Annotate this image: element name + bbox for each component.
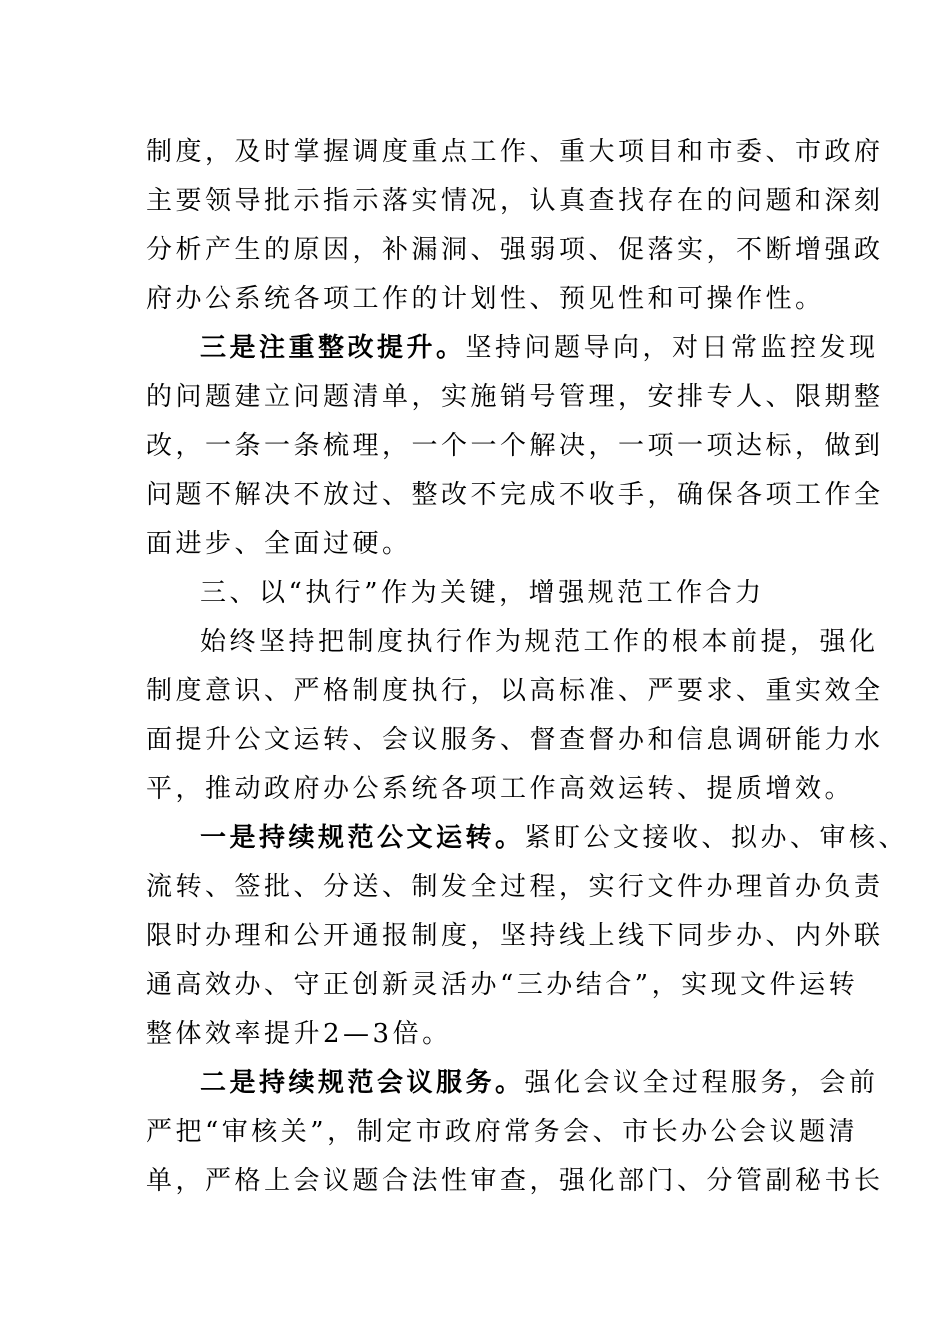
para2-line-1 bbox=[146, 324, 879, 373]
para4-first-rest: 紧盯公文接收、拟办、审核、 bbox=[524, 823, 909, 853]
para1-line-4: 府办公系统各项工作的计划性、预见性和可操作性。 bbox=[146, 284, 825, 314]
document-body bbox=[146, 128, 909, 1206]
para3-line-3: 面提升公文运转、会议服务、督查督办和信息调研能力水 bbox=[146, 725, 884, 755]
para5-lead: 二是持续规范会议服务。 bbox=[200, 1068, 525, 1098]
para2-line-3: 改，一条一条梳理，一个一个解决，一项一项达标，做到 bbox=[146, 431, 884, 461]
para2-line-2: 的问题建立问题清单，实施销号管理，安排专人、限期整 bbox=[146, 382, 884, 412]
para4-line-5: 整体效率提升2—3倍。 bbox=[146, 1019, 452, 1049]
para4-line-2: 流转、签批、分送、制发全过程，实行文件办理首办负责 bbox=[146, 872, 884, 902]
section-heading: 三、以“执行”作为关键，增强规范工作合力 bbox=[200, 578, 765, 608]
para3-line-1: 始终坚持把制度执行作为规范工作的根本前提，强化 bbox=[200, 627, 879, 657]
para1-line-3: 分析产生的原因，补漏洞、强弱项、促落实，不断增强政 bbox=[146, 235, 884, 265]
para3-line-2: 制度意识、严格制度执行，以高标准、严要求、重实效全 bbox=[146, 676, 884, 706]
para5-line-3: 单，严格上会议题合法性审查，强化部门、分管副秘书长 bbox=[146, 1166, 884, 1196]
para4-line-1 bbox=[146, 814, 909, 863]
para4-line-4: 通高效办、守正创新灵活办“三办结合”，实现文件运转 bbox=[146, 970, 859, 1000]
para5-line-2: 严把“审核关”，制定市政府常务会、市长办公会议题清 bbox=[146, 1117, 859, 1147]
para1-line-1: 制度，及时掌握调度重点工作、重大项目和市委、市政府 bbox=[146, 137, 884, 167]
para2-lead: 三是注重整改提升。 bbox=[200, 333, 466, 363]
para2-line-4: 问题不解决不放过、整改不完成不收手，确保各项工作全 bbox=[146, 480, 884, 510]
para2-first-rest: 坚持问题导向，对日常监控发现 bbox=[465, 333, 879, 363]
para5-line-1 bbox=[146, 1059, 879, 1108]
para3-line-4: 平，推动政府办公系统各项工作高效运转、提质增效。 bbox=[146, 774, 855, 804]
para2-line-5: 面进步、全面过硬。 bbox=[146, 529, 412, 559]
para4-line-3: 限时办理和公开通报制度，坚持线上线下同步办、内外联 bbox=[146, 921, 884, 951]
para4-lead: 一是持续规范公文运转。 bbox=[200, 823, 525, 853]
para1-line-2: 主要领导批示指示落实情况，认真查找存在的问题和深刻 bbox=[146, 186, 884, 216]
para5-first-rest: 强化会议全过程服务，会前 bbox=[524, 1068, 879, 1098]
